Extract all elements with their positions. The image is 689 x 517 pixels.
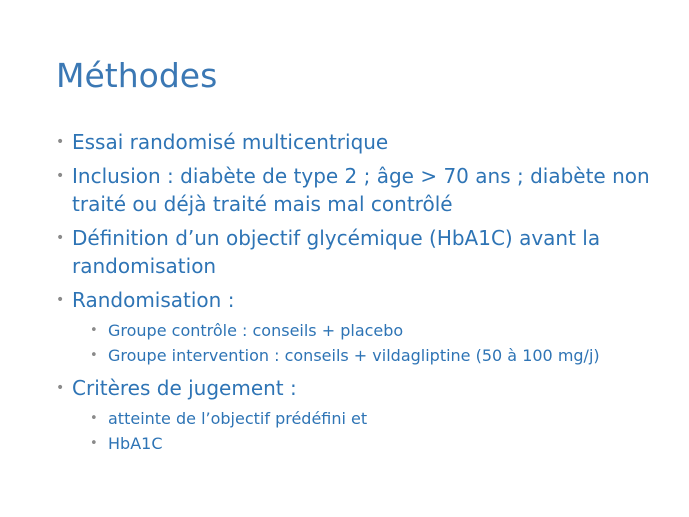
sub-list-item-text: Groupe contrôle : conseils + placebo (108, 321, 404, 340)
sub-list (56, 408, 682, 455)
sub-list (56, 320, 682, 367)
bullet-dot-icon: • (90, 348, 98, 363)
sub-list-item-text: atteinte de l’objectif prédéfini et (108, 409, 368, 428)
sub-list-item-text: Groupe intervention : conseils + vildagliptine (50 à 100 mg/j) (108, 346, 600, 365)
page-title: Méthodes (56, 56, 218, 95)
bullet-dot-icon: • (56, 230, 65, 246)
list-item (56, 128, 682, 156)
list-item (56, 224, 682, 280)
list-item-text: Inclusion : diabète de type 2 ; âge > 70 ans ; diabète non traité ou déjà traité mais mal contrôlé (72, 164, 650, 216)
bullet-list (56, 128, 682, 462)
list-item (56, 374, 682, 402)
sub-list-item (56, 320, 682, 342)
bullet-dot-icon: • (90, 436, 98, 451)
sub-list-item (56, 408, 682, 430)
list-item-text: Définition d’un objectif glycémique (HbA1C) avant la randomisation (72, 226, 601, 278)
list-item (56, 162, 682, 218)
list-item-text: Essai randomisé multicentrique (72, 130, 389, 154)
sub-list-item (56, 345, 682, 367)
bullet-dot-icon: • (90, 411, 98, 426)
bullet-dot-icon: • (56, 168, 65, 184)
sub-list-item-text: HbA1C (108, 434, 163, 453)
list-item (56, 286, 682, 314)
bullet-dot-icon: • (56, 380, 65, 396)
bullet-dot-icon: • (56, 292, 65, 308)
bullet-dot-icon: • (90, 323, 98, 338)
sub-list-item (56, 433, 682, 455)
list-item-text: Randomisation : (72, 288, 235, 312)
list-item-text: Critères de jugement : (72, 376, 297, 400)
bullet-dot-icon: • (56, 134, 65, 150)
